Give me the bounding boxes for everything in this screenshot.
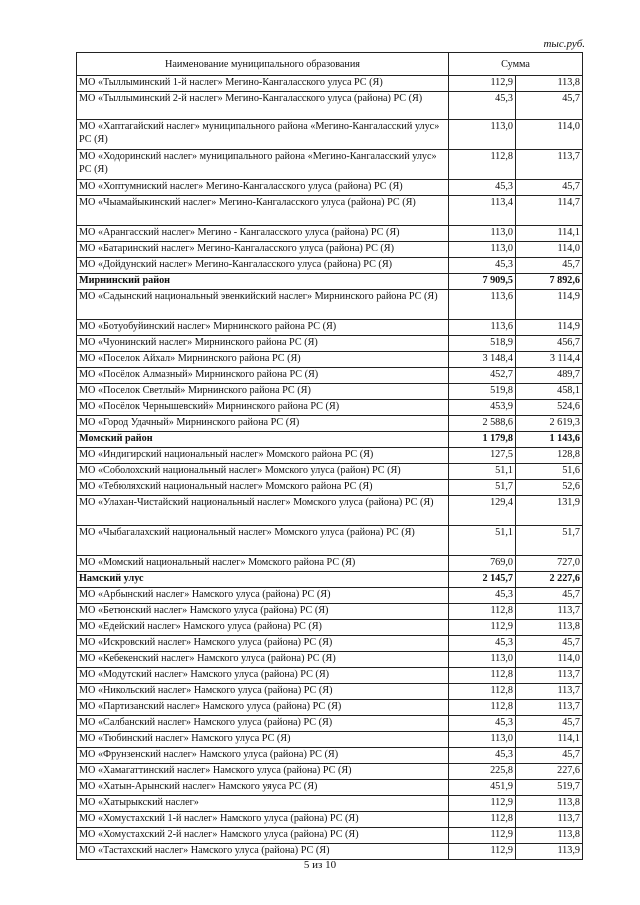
- table-row: [77, 336, 583, 352]
- cell-sum-second: 114,1: [516, 732, 583, 748]
- cell-sum-second: 524,6: [516, 400, 583, 416]
- table-row: [77, 92, 583, 120]
- cell-sum-first: 113,0: [449, 732, 516, 748]
- table-row: [77, 620, 583, 636]
- cell-municipality-name: МО «Хамагаттинский наслег» Намского улуса (района) РС (Я): [77, 764, 449, 780]
- cell-sum-first: 112,8: [449, 668, 516, 684]
- cell-sum-first: 769,0: [449, 556, 516, 572]
- cell-sum-second: 113,9: [516, 844, 583, 860]
- cell-sum-first: 51,1: [449, 526, 516, 556]
- table-body: [77, 76, 583, 860]
- cell-municipality-name: МО «Тебюляхский национальный наслег» Момского района РС (Я): [77, 480, 449, 496]
- cell-municipality-name: МО «Арангасский наслег» Мегино - Кангаласского улуса (района) РС (Я): [77, 226, 449, 242]
- table-row: [77, 668, 583, 684]
- cell-municipality-name: МО «Модутский наслег» Намского улуса (района) РС (Я): [77, 668, 449, 684]
- cell-sum-first: 1 179,8: [449, 432, 516, 448]
- cell-sum-second: 2 227,6: [516, 572, 583, 588]
- cell-sum-first: 225,8: [449, 764, 516, 780]
- table-row: [77, 384, 583, 400]
- cell-sum-first: 113,0: [449, 226, 516, 242]
- cell-sum-first: 45,3: [449, 748, 516, 764]
- cell-sum-second: 114,0: [516, 242, 583, 258]
- table-row: [77, 226, 583, 242]
- cell-municipality-name: МО «Искровский наслег» Намского улуса (района) РС (Я): [77, 636, 449, 652]
- cell-municipality-name: МО «Чыамайыкинский наслег» Мегино-Кангаласского улуса (района) РС (Я): [77, 196, 449, 226]
- cell-municipality-name: МО «Едейский наслег» Намского улуса (района) РС (Я): [77, 620, 449, 636]
- cell-sum-first: 45,3: [449, 92, 516, 120]
- cell-municipality-name: Момский район: [77, 432, 449, 448]
- cell-sum-first: 2 588,6: [449, 416, 516, 432]
- cell-municipality-name: МО «Поселок Светлый» Мирнинского района РС (Я): [77, 384, 449, 400]
- cell-municipality-name: МО «Фрунзенский наслег» Намского улуса (района) РС (Я): [77, 748, 449, 764]
- cell-municipality-name: Намский улус: [77, 572, 449, 588]
- table-row: [77, 400, 583, 416]
- cell-sum-first: 518,9: [449, 336, 516, 352]
- cell-sum-second: 45,7: [516, 588, 583, 604]
- table-row: [77, 416, 583, 432]
- cell-sum-first: 113,0: [449, 652, 516, 668]
- cell-municipality-name: МО «Тыллыминский 2-й наслег» Мегино-Кангаласского улуса (района) РС (Я): [77, 92, 449, 120]
- cell-sum-first: 51,7: [449, 480, 516, 496]
- table-row: [77, 320, 583, 336]
- unit-label: тыс.руб.: [543, 38, 585, 50]
- cell-sum-first: 2 145,7: [449, 572, 516, 588]
- header-sum-column: Сумма: [449, 53, 583, 76]
- cell-municipality-name: МО «Бетюнский наслег» Намского улуса (района) РС (Я): [77, 604, 449, 620]
- cell-municipality-name: МО «Хаптагайский наслег» муниципального района «Мегино-Кангаласский улус» РС (Я): [77, 120, 449, 150]
- cell-municipality-name: МО «Дойдунский наслег» Мегино-Кангаласского улуса (района) РС (Я): [77, 258, 449, 274]
- cell-municipality-name: МО «Соболохский национальный наслег» Момского улуса (район) РС (Я): [77, 464, 449, 480]
- table-row: [77, 242, 583, 258]
- table-row: [77, 636, 583, 652]
- cell-sum-first: 112,8: [449, 700, 516, 716]
- cell-sum-second: 458,1: [516, 384, 583, 400]
- cell-municipality-name: МО «Ботуобуйинский наслег» Мирнинского района РС (Я): [77, 320, 449, 336]
- cell-sum-first: 113,6: [449, 290, 516, 320]
- cell-sum-second: 113,7: [516, 668, 583, 684]
- cell-sum-second: 45,7: [516, 180, 583, 196]
- cell-municipality-name: МО «Чуонинский наслег» Мирнинского района РС (Я): [77, 336, 449, 352]
- table-row: [77, 76, 583, 92]
- header-name-column: Наименование муниципального образования: [77, 53, 449, 76]
- cell-sum-first: 112,9: [449, 620, 516, 636]
- cell-sum-first: 112,8: [449, 604, 516, 620]
- cell-sum-second: 113,8: [516, 796, 583, 812]
- cell-sum-second: 51,7: [516, 526, 583, 556]
- table-row: [77, 796, 583, 812]
- cell-municipality-name: МО «Тыллыминский 1-й наслег» Мегино-Кангаласского улуса РС (Я): [77, 76, 449, 92]
- cell-sum-second: 1 143,6: [516, 432, 583, 448]
- cell-sum-second: 113,7: [516, 700, 583, 716]
- table-subtotal-row: [77, 274, 583, 290]
- table-row: [77, 588, 583, 604]
- cell-municipality-name: МО «Батаринский наслег» Мегино-Кангаласского улуса (района) РС (Я): [77, 242, 449, 258]
- table-row: [77, 844, 583, 860]
- table-row: [77, 196, 583, 226]
- cell-sum-second: 52,6: [516, 480, 583, 496]
- table-row: [77, 732, 583, 748]
- budget-table: [76, 52, 583, 860]
- cell-sum-first: 452,7: [449, 368, 516, 384]
- cell-sum-second: 114,9: [516, 320, 583, 336]
- cell-sum-first: 112,8: [449, 812, 516, 828]
- cell-sum-first: 129,4: [449, 496, 516, 526]
- table-row: [77, 812, 583, 828]
- cell-sum-second: 114,0: [516, 120, 583, 150]
- cell-sum-first: 51,1: [449, 464, 516, 480]
- cell-sum-first: 113,4: [449, 196, 516, 226]
- cell-sum-second: 227,6: [516, 764, 583, 780]
- cell-municipality-name: МО «Хатын-Арынский наслег» Намского уяуса РС (Я): [77, 780, 449, 796]
- table-row: [77, 290, 583, 320]
- cell-municipality-name: МО «Хомустахский 1-й наслег» Намского улуса (района) РС (Я): [77, 812, 449, 828]
- table-row: [77, 448, 583, 464]
- cell-sum-second: 128,8: [516, 448, 583, 464]
- cell-municipality-name: МО «Партизанский наслег» Намского улуса (района) РС (Я): [77, 700, 449, 716]
- cell-sum-first: 112,8: [449, 684, 516, 700]
- table-row: [77, 684, 583, 700]
- cell-sum-second: 456,7: [516, 336, 583, 352]
- table-row: [77, 700, 583, 716]
- cell-sum-second: 114,1: [516, 226, 583, 242]
- table-row: [77, 120, 583, 150]
- cell-sum-second: 113,8: [516, 828, 583, 844]
- table-row: [77, 258, 583, 274]
- cell-municipality-name: МО «Никольский наслег» Намского улуса (района) РС (Я): [77, 684, 449, 700]
- cell-municipality-name: МО «Посёлок Чернышевский» Мирнинского района РС (Я): [77, 400, 449, 416]
- table-row: [77, 480, 583, 496]
- cell-sum-second: 45,7: [516, 748, 583, 764]
- cell-sum-second: 519,7: [516, 780, 583, 796]
- cell-sum-first: 45,3: [449, 588, 516, 604]
- cell-sum-second: 113,8: [516, 620, 583, 636]
- table-row: [77, 652, 583, 668]
- table-row: [77, 604, 583, 620]
- table-row: [77, 764, 583, 780]
- cell-municipality-name: МО «Арбынский наслег» Намского улуса (района) РС (Я): [77, 588, 449, 604]
- page-number: 5 из 10: [303, 859, 337, 871]
- cell-sum-second: 51,6: [516, 464, 583, 480]
- cell-sum-second: 727,0: [516, 556, 583, 572]
- cell-sum-second: 2 619,3: [516, 416, 583, 432]
- cell-municipality-name: МО «Ходоринский наслег» муниципального района «Мегино-Кангаласский улус» РС (Я): [77, 150, 449, 180]
- cell-sum-second: 3 114,4: [516, 352, 583, 368]
- table-row: [77, 526, 583, 556]
- cell-sum-first: 113,0: [449, 242, 516, 258]
- cell-sum-second: 45,7: [516, 716, 583, 732]
- cell-sum-second: 45,7: [516, 636, 583, 652]
- cell-sum-first: 7 909,5: [449, 274, 516, 290]
- cell-municipality-name: МО «Хатырыкский наслег»: [77, 796, 449, 812]
- cell-sum-second: 113,7: [516, 604, 583, 620]
- table-subtotal-row: [77, 572, 583, 588]
- cell-municipality-name: МО «Момский национальный наслег» Момского района РС (Я): [77, 556, 449, 572]
- table-row: [77, 748, 583, 764]
- cell-sum-second: 113,8: [516, 76, 583, 92]
- cell-sum-first: 519,8: [449, 384, 516, 400]
- cell-sum-second: 114,9: [516, 290, 583, 320]
- cell-sum-second: 45,7: [516, 92, 583, 120]
- table-row: [77, 150, 583, 180]
- cell-sum-first: 113,0: [449, 120, 516, 150]
- cell-sum-second: 113,7: [516, 812, 583, 828]
- cell-sum-first: 451,9: [449, 780, 516, 796]
- cell-sum-second: 131,9: [516, 496, 583, 526]
- table-subtotal-row: [77, 432, 583, 448]
- table-row: [77, 780, 583, 796]
- cell-sum-first: 113,6: [449, 320, 516, 336]
- cell-sum-first: 45,3: [449, 258, 516, 274]
- cell-sum-first: 112,9: [449, 844, 516, 860]
- table-header-row: [77, 53, 583, 76]
- cell-sum-second: 114,7: [516, 196, 583, 226]
- table-row: [77, 716, 583, 732]
- cell-municipality-name: МО «Тастахский наслег» Намского улуса (района) РС (Я): [77, 844, 449, 860]
- table-row: [77, 496, 583, 526]
- table-row: [77, 556, 583, 572]
- cell-sum-second: 113,7: [516, 150, 583, 180]
- cell-sum-first: 45,3: [449, 636, 516, 652]
- cell-sum-second: 7 892,6: [516, 274, 583, 290]
- cell-municipality-name: МО «Салбанский наслег» Намского улуса (района) РС (Я): [77, 716, 449, 732]
- cell-sum-first: 3 148,4: [449, 352, 516, 368]
- cell-sum-first: 112,9: [449, 796, 516, 812]
- cell-sum-first: 112,9: [449, 828, 516, 844]
- cell-municipality-name: МО «Садынский национальный эвенкийский наслег» Мирнинского района РС (Я): [77, 290, 449, 320]
- cell-sum-first: 112,8: [449, 150, 516, 180]
- table-row: [77, 368, 583, 384]
- cell-municipality-name: МО «Индигирский национальный наслег» Момского района РС (Я): [77, 448, 449, 464]
- cell-sum-first: 45,3: [449, 180, 516, 196]
- cell-sum-first: 453,9: [449, 400, 516, 416]
- cell-municipality-name: МО «Кебекенский наслег» Намского улуса (района) РС (Я): [77, 652, 449, 668]
- table-row: [77, 180, 583, 196]
- table-row: [77, 828, 583, 844]
- cell-municipality-name: МО «Тюбинский наслег» Намского улуса РС (Я): [77, 732, 449, 748]
- cell-sum-first: 112,9: [449, 76, 516, 92]
- cell-municipality-name: Мирнинский район: [77, 274, 449, 290]
- cell-sum-second: 489,7: [516, 368, 583, 384]
- cell-municipality-name: МО «Хоптумниский наслег» Мегино-Кангаласского улуса (района) РС (Я): [77, 180, 449, 196]
- cell-municipality-name: МО «Хомустахский 2-й наслег» Намского улуса (района) РС (Я): [77, 828, 449, 844]
- cell-sum-second: 113,7: [516, 684, 583, 700]
- cell-municipality-name: МО «Посёлок Алмазный» Мирнинского района РС (Я): [77, 368, 449, 384]
- cell-sum-second: 45,7: [516, 258, 583, 274]
- cell-sum-second: 114,0: [516, 652, 583, 668]
- cell-municipality-name: МО «Улахан-Чистайский национальный наслег» Момского улуса (района) РС (Я): [77, 496, 449, 526]
- cell-municipality-name: МО «Город Удачный» Мирнинского района РС (Я): [77, 416, 449, 432]
- cell-municipality-name: МО «Поселок Айхал» Мирнинского района РС (Я): [77, 352, 449, 368]
- cell-sum-first: 45,3: [449, 716, 516, 732]
- cell-sum-first: 127,5: [449, 448, 516, 464]
- cell-municipality-name: МО «Чыбагалахский национальный наслег» Момского улуса (района) РС (Я): [77, 526, 449, 556]
- table-row: [77, 464, 583, 480]
- table-row: [77, 352, 583, 368]
